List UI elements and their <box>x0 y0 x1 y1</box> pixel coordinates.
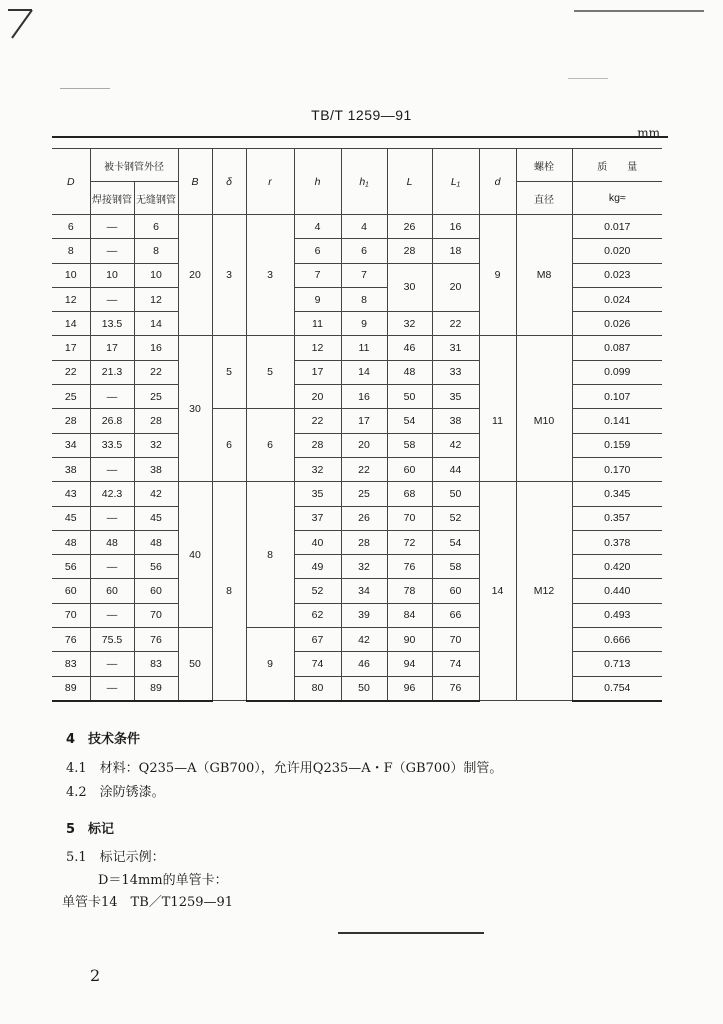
cell-h1: 42 <box>341 628 387 652</box>
cell-seamless: 60 <box>134 579 178 603</box>
table-row <box>52 215 662 239</box>
cell-D: 89 <box>52 676 90 701</box>
cell-D: 28 <box>52 409 90 433</box>
cell-welded: — <box>90 676 134 701</box>
cell-L1: 33 <box>432 360 479 384</box>
cell-L: 94 <box>387 652 432 676</box>
cell-r: 6 <box>246 409 294 482</box>
cell-D: 76 <box>52 628 90 652</box>
cell-welded: 10 <box>90 263 134 287</box>
cell-seamless: 25 <box>134 385 178 409</box>
cell-h: 20 <box>294 385 341 409</box>
cell-mass: 0.357 <box>572 506 662 530</box>
cell-mass: 0.713 <box>572 652 662 676</box>
cell-D: 10 <box>52 263 90 287</box>
cell-mass: 0.170 <box>572 457 662 481</box>
cell-seamless: 42 <box>134 482 178 506</box>
cell-h: 40 <box>294 530 341 554</box>
cell-seamless: 45 <box>134 506 178 530</box>
cell-B: 40 <box>178 482 212 628</box>
cell-welded: — <box>90 457 134 481</box>
scan-mark <box>574 10 704 12</box>
cell-r: 5 <box>246 336 294 409</box>
cell-h: 9 <box>294 287 341 311</box>
cell-r: 3 <box>246 215 294 336</box>
cell-d: 14 <box>479 482 516 701</box>
page-number: 2 <box>90 966 101 985</box>
cell-mass: 0.023 <box>572 263 662 287</box>
cell-mass: 0.107 <box>572 385 662 409</box>
cell-D: 22 <box>52 360 90 384</box>
cell-seamless: 89 <box>134 676 178 701</box>
scan-mark <box>60 88 110 89</box>
cell-L1: 22 <box>432 312 479 336</box>
cell-h: 74 <box>294 652 341 676</box>
cell-h: 22 <box>294 409 341 433</box>
marking-example-line2: 单管卡14 TB／T1259—91 <box>62 895 234 910</box>
cell-welded: — <box>90 603 134 627</box>
col-header-L: L <box>387 149 432 215</box>
cell-welded: 26.8 <box>90 409 134 433</box>
cell-h: 12 <box>294 336 341 360</box>
col-header-seamless: 无缝钢管 <box>134 182 178 215</box>
cell-h1: 34 <box>341 579 387 603</box>
cell-mass: 0.378 <box>572 530 662 554</box>
cell-L: 58 <box>387 433 432 457</box>
header-title: TB/T 1259—91 <box>311 107 412 123</box>
cell-welded: 33.5 <box>90 433 134 457</box>
cell-welded: — <box>90 652 134 676</box>
cell-h1: 9 <box>341 312 387 336</box>
cell-delta: 8 <box>212 482 246 701</box>
col-header-bolt-line2: 直径 <box>516 182 572 215</box>
cell-mass: 0.020 <box>572 239 662 263</box>
section-5-1: 5.1 标记示例： <box>66 850 165 865</box>
cell-mass: 0.420 <box>572 555 662 579</box>
cell-h: 32 <box>294 457 341 481</box>
cell-bolt: M8 <box>516 215 572 336</box>
cell-seamless: 70 <box>134 603 178 627</box>
col-header-r: r <box>246 149 294 215</box>
marking-example-line1: D＝14mm的单管卡： <box>98 873 228 888</box>
corner-mark-icon <box>6 6 36 40</box>
cell-L1: 60 <box>432 579 479 603</box>
cell-h: 7 <box>294 263 341 287</box>
cell-h1: 16 <box>341 385 387 409</box>
cell-mass: 0.159 <box>572 433 662 457</box>
cell-h1: 17 <box>341 409 387 433</box>
cell-mass: 0.493 <box>572 603 662 627</box>
col-header-bolt-line1: 螺栓 <box>516 149 572 182</box>
col-header-welded: 焊接钢管 <box>90 182 134 215</box>
table-row <box>52 482 662 506</box>
cell-h: 35 <box>294 482 341 506</box>
cell-D: 38 <box>52 457 90 481</box>
cell-h1: 7 <box>341 263 387 287</box>
cell-L1: 50 <box>432 482 479 506</box>
cell-seamless: 22 <box>134 360 178 384</box>
cell-D: 43 <box>52 482 90 506</box>
col-header-h: h <box>294 149 341 215</box>
cell-L1: 16 <box>432 215 479 239</box>
cell-h: 67 <box>294 628 341 652</box>
cell-h1: 20 <box>341 433 387 457</box>
cell-L1: 38 <box>432 409 479 433</box>
cell-seamless: 16 <box>134 336 178 360</box>
cell-welded: 48 <box>90 530 134 554</box>
col-header-mass-line1: 质 量 <box>572 149 662 182</box>
cell-seamless: 76 <box>134 628 178 652</box>
cell-mass: 0.017 <box>572 215 662 239</box>
cell-h1: 11 <box>341 336 387 360</box>
cell-L: 50 <box>387 385 432 409</box>
cell-mass: 0.440 <box>572 579 662 603</box>
cell-welded: — <box>90 506 134 530</box>
table-row <box>52 336 662 360</box>
cell-h: 80 <box>294 676 341 701</box>
cell-mass: 0.666 <box>572 628 662 652</box>
cell-d: 9 <box>479 215 516 336</box>
cell-h1: 50 <box>341 676 387 701</box>
cell-seamless: 48 <box>134 530 178 554</box>
cell-L1: 66 <box>432 603 479 627</box>
cell-L1: 52 <box>432 506 479 530</box>
cell-L: 72 <box>387 530 432 554</box>
cell-mass: 0.087 <box>572 336 662 360</box>
cell-welded: 21.3 <box>90 360 134 384</box>
cell-D: 70 <box>52 603 90 627</box>
cell-seamless: 12 <box>134 287 178 311</box>
cell-L1: 54 <box>432 530 479 554</box>
cell-D: 34 <box>52 433 90 457</box>
cell-L: 96 <box>387 676 432 701</box>
cell-mass: 0.099 <box>572 360 662 384</box>
scan-mark <box>568 78 608 79</box>
cell-welded: — <box>90 239 134 263</box>
cell-delta: 5 <box>212 336 246 409</box>
col-header-h1: h₁ <box>341 149 387 215</box>
col-header-outer-diameter: 被卡钢管外径 <box>90 149 178 182</box>
cell-D: 56 <box>52 555 90 579</box>
cell-D: 83 <box>52 652 90 676</box>
top-rule <box>52 136 668 138</box>
cell-bolt: M12 <box>516 482 572 701</box>
cell-L: 30 <box>387 263 432 312</box>
cell-h: 52 <box>294 579 341 603</box>
cell-seamless: 83 <box>134 652 178 676</box>
cell-h1: 6 <box>341 239 387 263</box>
cell-D: 45 <box>52 506 90 530</box>
cell-L1: 35 <box>432 385 479 409</box>
cell-seamless: 10 <box>134 263 178 287</box>
cell-h: 11 <box>294 312 341 336</box>
cell-D: 60 <box>52 579 90 603</box>
cell-welded: 75.5 <box>90 628 134 652</box>
cell-L1: 76 <box>432 676 479 701</box>
cell-h: 6 <box>294 239 341 263</box>
cell-L: 78 <box>387 579 432 603</box>
cell-seamless: 28 <box>134 409 178 433</box>
cell-B: 50 <box>178 628 212 701</box>
cell-L1: 74 <box>432 652 479 676</box>
col-header-d: d <box>479 149 516 215</box>
cell-h1: 14 <box>341 360 387 384</box>
cell-L1: 70 <box>432 628 479 652</box>
cell-mass: 0.754 <box>572 676 662 701</box>
cell-L: 76 <box>387 555 432 579</box>
table-row <box>52 360 662 384</box>
cell-h: 49 <box>294 555 341 579</box>
cell-L1: 20 <box>432 263 479 312</box>
cell-L1: 18 <box>432 239 479 263</box>
cell-L: 28 <box>387 239 432 263</box>
cell-B: 20 <box>178 215 212 336</box>
cell-mass: 0.345 <box>572 482 662 506</box>
cell-h: 4 <box>294 215 341 239</box>
cell-seamless: 14 <box>134 312 178 336</box>
cell-h1: 28 <box>341 530 387 554</box>
cell-L: 32 <box>387 312 432 336</box>
cell-welded: — <box>90 385 134 409</box>
cell-L1: 31 <box>432 336 479 360</box>
cell-h1: 39 <box>341 603 387 627</box>
cell-L: 70 <box>387 506 432 530</box>
col-header-D: D <box>52 149 90 215</box>
cell-welded: — <box>90 555 134 579</box>
cell-welded: 60 <box>90 579 134 603</box>
cell-D: 17 <box>52 336 90 360</box>
cell-D: 14 <box>52 312 90 336</box>
cell-delta: 3 <box>212 215 246 336</box>
cell-d: 11 <box>479 360 516 481</box>
cell-welded: — <box>90 287 134 311</box>
cell-L: 68 <box>387 482 432 506</box>
cell-h1: 22 <box>341 457 387 481</box>
cell-h: 37 <box>294 506 341 530</box>
cell-bolt: M10 <box>516 360 572 481</box>
end-rule <box>338 932 484 934</box>
cell-L: 60 <box>387 457 432 481</box>
cell-D: 25 <box>52 385 90 409</box>
cell-h1: 4 <box>341 215 387 239</box>
cell-delta: 6 <box>212 409 246 482</box>
cell-h1: 46 <box>341 652 387 676</box>
cell-L1: 42 <box>432 433 479 457</box>
cell-welded: 42.3 <box>90 482 134 506</box>
cell-seamless: 38 <box>134 457 178 481</box>
cell-seamless: 6 <box>134 215 178 239</box>
dimension-table <box>52 148 662 702</box>
cell-D: 48 <box>52 530 90 554</box>
cell-r: 9 <box>246 628 294 701</box>
cell-h1: 8 <box>341 287 387 311</box>
cell-L: 84 <box>387 603 432 627</box>
section-5-title: 5 标记 <box>66 822 115 837</box>
cell-L: 90 <box>387 628 432 652</box>
section-4-2: 4.2 涂防锈漆。 <box>66 785 165 800</box>
cell-h: 17 <box>294 360 341 384</box>
cell-h1: 25 <box>341 482 387 506</box>
cell-D: 6 <box>52 215 90 239</box>
col-header-mass-line2: kg≈ <box>572 182 662 215</box>
cell-D: 12 <box>52 287 90 311</box>
cell-L1: 58 <box>432 555 479 579</box>
col-header-B: B <box>178 149 212 215</box>
cell-mass: 0.141 <box>572 409 662 433</box>
cell-r: 8 <box>246 482 294 628</box>
cell-L: 54 <box>387 409 432 433</box>
cell-h1: 26 <box>341 506 387 530</box>
cell-h1: 32 <box>341 555 387 579</box>
unit-label: mm <box>637 126 660 140</box>
cell-welded: — <box>90 215 134 239</box>
cell-h: 28 <box>294 433 341 457</box>
col-header-L1: L₁ <box>432 149 479 215</box>
cell-L: 26 <box>387 215 432 239</box>
cell-L1: 44 <box>432 457 479 481</box>
section-4-title: 4 技术条件 <box>66 732 141 747</box>
cell-L: 46 <box>387 336 432 360</box>
cell-seamless: 32 <box>134 433 178 457</box>
cell-h: 62 <box>294 603 341 627</box>
col-header-delta: δ <box>212 149 246 215</box>
cell-L: 48 <box>387 360 432 384</box>
cell-welded: 13.5 <box>90 312 134 336</box>
cell-B: 30 <box>178 336 212 482</box>
section-4-1: 4.1 材料：Q235—A（GB700），允许用Q235—A・F（GB700）制管。 <box>66 761 503 776</box>
cell-seamless: 56 <box>134 555 178 579</box>
cell-mass: 0.026 <box>572 312 662 336</box>
cell-welded: 17 <box>90 336 134 360</box>
cell-seamless: 8 <box>134 239 178 263</box>
cell-D: 8 <box>52 239 90 263</box>
cell-mass: 0.024 <box>572 287 662 311</box>
